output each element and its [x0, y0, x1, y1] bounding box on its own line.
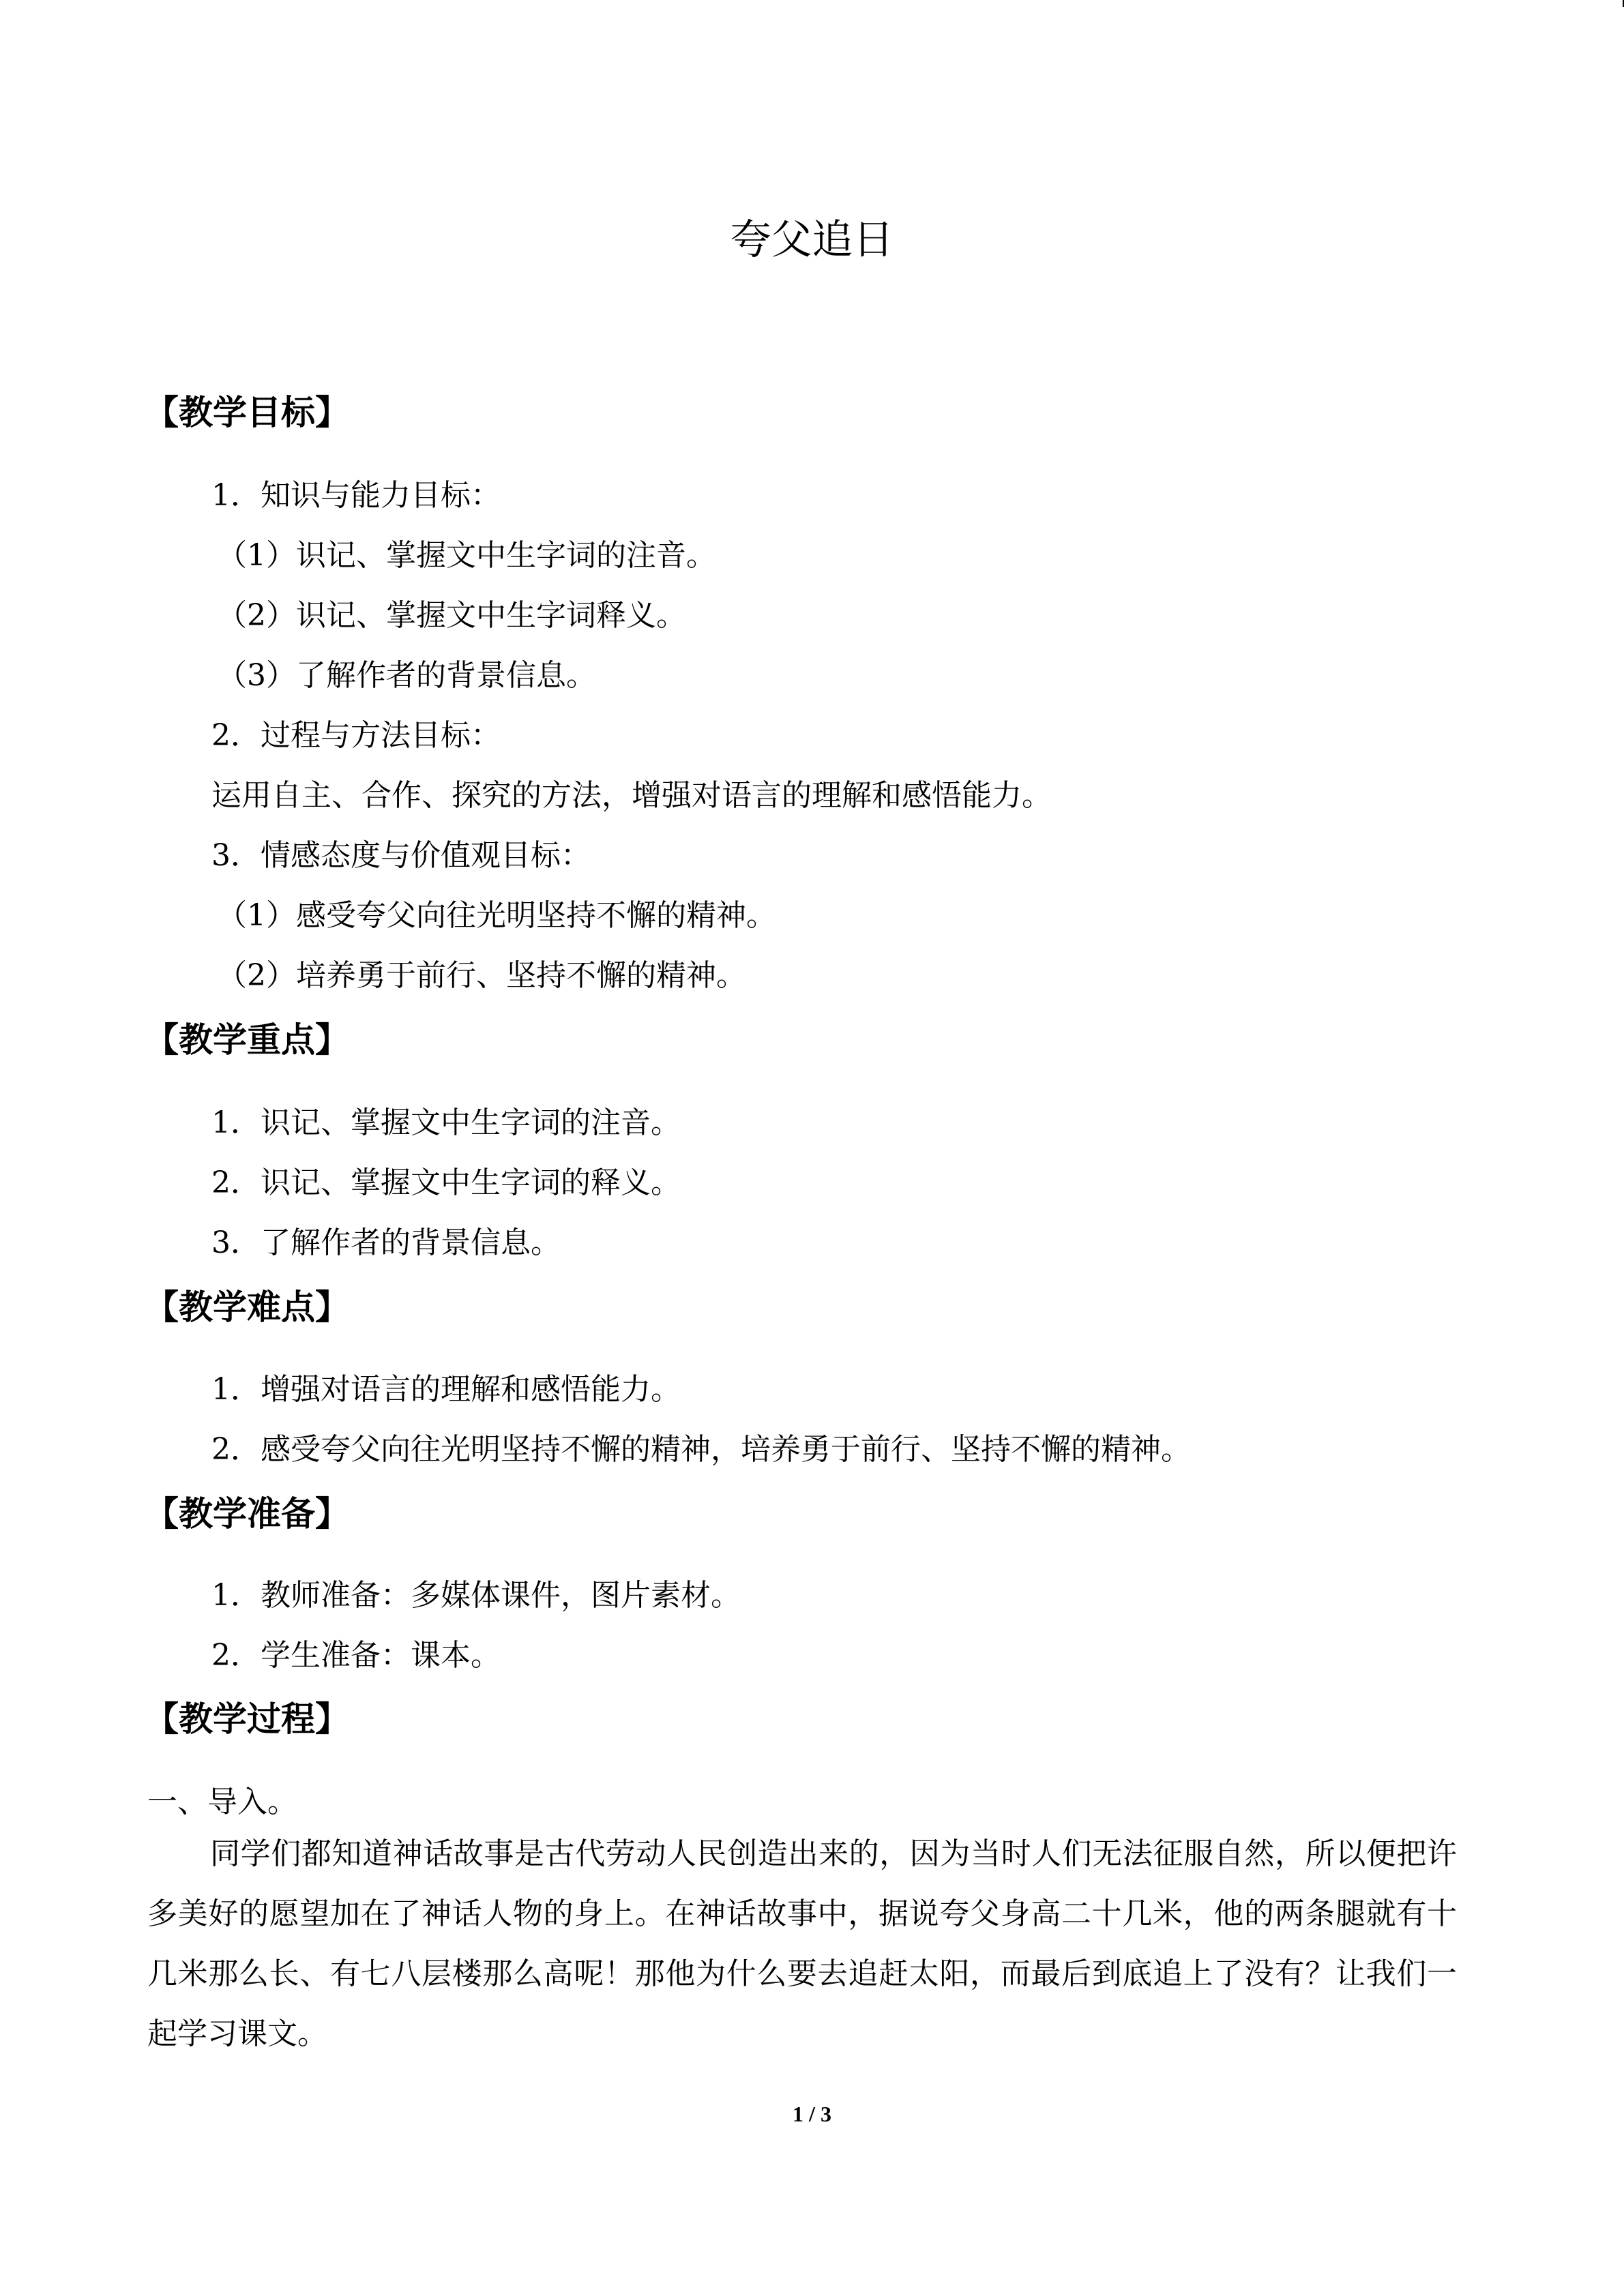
intro-paragraph: 同学们都知道神话故事是古代劳动人民创造出来的，因为当时人们无法征服自然，所以便把许多美好的愿望加在了神话人物的身上。在神话故事中，据说夸父身高二十几米，他的两条腿就有十几米那么长、有七八层楼那么高呢！那他为什么要去追赶太阳，而最后到底追上了没有？让我们一起学习课文。: [147, 1836, 1457, 2051]
difficulty-line: 1．增强对语言的理解和感悟能力。: [211, 1372, 681, 1407]
preparation-line: 2．学生准备：课本。: [211, 1638, 501, 1673]
goal-line: 运用自主、合作、探究的方法，增强对语言的理解和感悟能力。: [211, 778, 1052, 813]
heading-difficulties: 【教学难点】: [145, 1287, 349, 1327]
goal-line: 1．知识与能力目标：: [211, 478, 501, 513]
heading-key-points: 【教学重点】: [145, 1020, 349, 1060]
goal-line: （3）了解作者的背景信息。: [217, 658, 596, 693]
goal-line: （2）识记、掌握文中生字词释义。: [217, 598, 686, 633]
goal-line: 2．过程与方法目标：: [211, 718, 501, 753]
goal-line: （2）培养勇于前行、坚持不懈的精神。: [217, 958, 746, 993]
goal-line: （1）感受夸父向往光明坚持不懈的精神。: [217, 898, 776, 933]
page-number: 1 / 3: [793, 2102, 831, 2126]
goal-line: 3．情感态度与价值观目标：: [211, 838, 591, 873]
preparation-line: 1．教师准备：多媒体课件，图片素材。: [211, 1578, 741, 1613]
keypoint-line: 1．识记、掌握文中生字词的注音。: [211, 1105, 681, 1140]
document-title: 夸父追日: [730, 216, 894, 264]
keypoint-line: 2．识记、掌握文中生字词的释义。: [211, 1165, 681, 1200]
keypoint-line: 3．了解作者的背景信息。: [211, 1225, 561, 1260]
difficulty-line: 2．感受夸父向往光明坚持不懈的精神，培养勇于前行、坚持不懈的精神。: [211, 1432, 1191, 1467]
goal-line: （1）识记、掌握文中生字词的注音。: [217, 538, 716, 573]
process-step-intro: 一、导入。: [147, 1785, 297, 1819]
heading-teaching-process: 【教学过程】: [145, 1699, 349, 1739]
heading-teaching-goals: 【教学目标】: [145, 393, 349, 432]
heading-preparation: 【教学准备】: [145, 1494, 349, 1534]
